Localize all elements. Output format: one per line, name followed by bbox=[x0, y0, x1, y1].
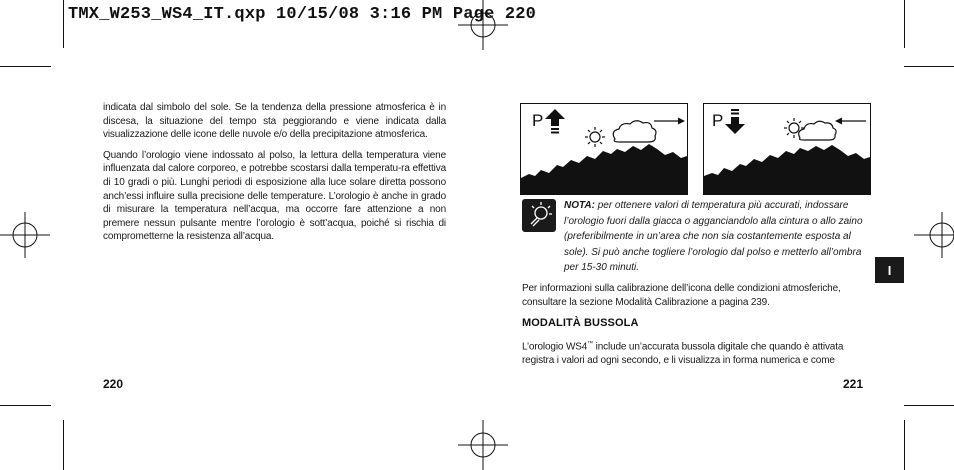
lightbulb-icon bbox=[522, 199, 556, 232]
registration-mark-left bbox=[0, 212, 50, 258]
paragraph: indicata dal simbolo del sole. Se la tendenza della pressione atmosferica è in discesa, la situazione del tempo sta peggiorando e viene indicata dalla visualizzazione delle icone delle nuvole e/o della precipitazione atmosferica. bbox=[103, 102, 446, 141]
language-tab: I bbox=[875, 257, 904, 283]
page-number-left: 220 bbox=[103, 377, 124, 391]
calibration-paragraph: Per informazioni sulla calibrazione dell’icona delle condizioni atmosferiche, consultare la sezione Modalità Calibrazione a pagina 239. bbox=[522, 283, 841, 308]
weather-figure-rising bbox=[520, 103, 688, 195]
cloud-icon bbox=[613, 121, 656, 142]
weather-illustration bbox=[521, 104, 687, 194]
left-page-body bbox=[103, 101, 446, 251]
wind-arrow-right-icon bbox=[654, 118, 685, 125]
wind-arrow-left-icon bbox=[835, 118, 866, 125]
pressure-falling-arrow-icon bbox=[725, 109, 745, 134]
registration-mark-top bbox=[458, 0, 508, 50]
note-body: per ottenere valori di temperatura più accurati, indossare l’orologio fuori dalla giacca o agganciandolo alla cintura o allo zaino (preferibilmente in un’area che non sia costantemente esposta al sole). Si può anche togliere l’orologio dal polso e metterlo all’ombra per 15-30 minuti. bbox=[564, 200, 863, 273]
file-slug-header: TMX_W253_WS4_IT.qxp 10/15/08 3:16 PM Page 220 bbox=[68, 5, 537, 24]
weather-figure-falling bbox=[703, 103, 871, 195]
page-number-right: 221 bbox=[843, 377, 864, 391]
sun-icon bbox=[585, 127, 605, 147]
section-title: MODALITÀ BUSSOLA bbox=[522, 317, 639, 329]
pressure-letter: P bbox=[532, 111, 544, 130]
mountain-silhouette bbox=[521, 144, 687, 194]
registration-mark-bottom bbox=[458, 420, 508, 470]
mountain-silhouette bbox=[704, 145, 870, 194]
registration-mark-right bbox=[914, 212, 954, 258]
note-block bbox=[564, 198, 868, 276]
weather-illustration bbox=[704, 104, 870, 194]
paragraph: Quando l’orologio viene indossato al polso, la lettura della temperatura viene influenzata dal calore corporeo, e potrebbe scostarsi dalla temperatu-ra effettiva di 10 gradi o più. Lunghi periodi di esposizione alla luce solare diretta possono anch’essi influire sulla precisione delle temperature. L’orologio è anche in grado di misurare la temperatura nell’acqua, ma occorre fare attenzione a non premere nessun pulsante mentre l’orologio è sott’acqua, poiché si rischia di comprometterne la resistenza all’acqua. bbox=[103, 149, 446, 243]
cloud-icon bbox=[799, 121, 836, 140]
pressure-letter: P bbox=[712, 111, 724, 130]
compass-paragraph: L’orologio WS4™ include un’accurata bussola digitale che quando è attivata registra i valori ad ogni secondo, e li visualizza in forma numerica e come bbox=[522, 341, 844, 366]
pressure-rising-arrow-icon bbox=[545, 109, 565, 134]
note-label: NOTA: bbox=[564, 200, 595, 211]
